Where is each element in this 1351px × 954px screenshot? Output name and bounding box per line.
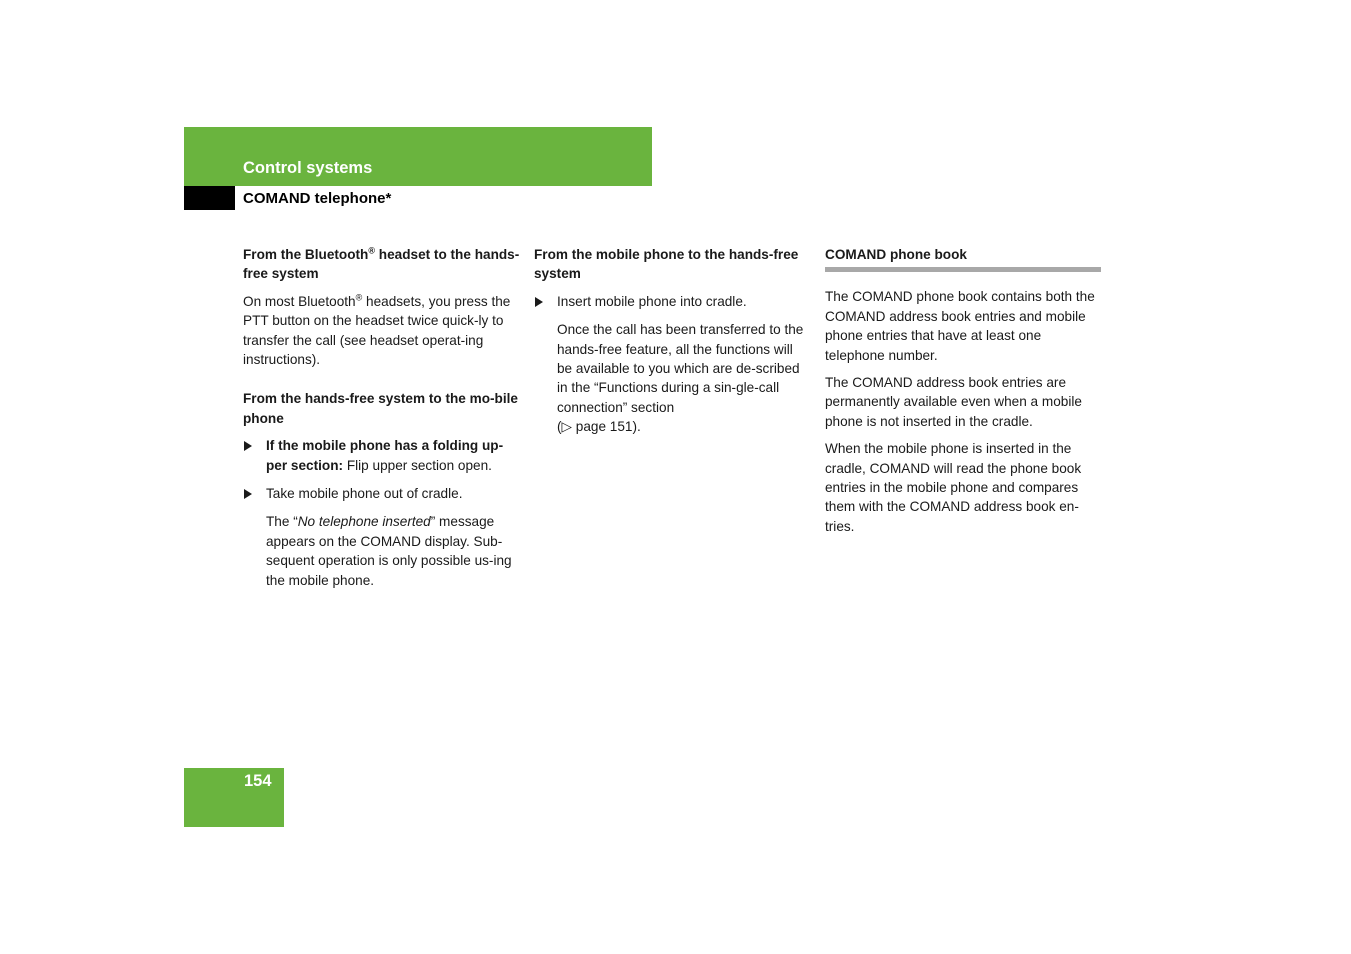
heading-handsfree-to-mobile: From the hands-free system to the mo-bile phone xyxy=(243,391,518,426)
page-reference: (▷ page 151). xyxy=(557,419,641,435)
bullet-folding-upper-section: If the mobile phone has a folding up-per section: Flip upper section open. xyxy=(243,436,521,475)
heading-comand-phone-book: COMAND phone book xyxy=(825,245,1101,272)
heading-mobile-to-handsfree: From the mobile phone to the hands-free system xyxy=(534,247,799,282)
bullet-take-out-of-cradle: Take mobile phone out of cradle. xyxy=(243,484,521,503)
section-title: Control systems xyxy=(243,159,373,177)
paragraph-phone-book-contents: The COMAND phone book contains both the COMAND address book entries and mobile phone entries that have at least one telephone number. xyxy=(825,289,1095,363)
paragraph-bluetooth-ptt: On most Bluetooth® headsets, you press the PTT button on the headset twice quick-ly to transfer the call (see headset operat-ing instructions). xyxy=(243,292,511,368)
paragraph-phone-book-reading: When the mobile phone is inserted in the cradle, COMAND will read the phone book entries in the mobile phone and compares them with the COMAND address book en-tries. xyxy=(825,441,1082,534)
triangle-right-icon xyxy=(244,441,252,451)
column-3 xyxy=(825,245,1101,544)
column-1 xyxy=(243,245,521,598)
page-number: 154 xyxy=(244,772,272,790)
note-no-telephone-inserted: The “No telephone inserted” message appears on the COMAND display. Sub-sequent operation is only possible us-ing the mobile phone. xyxy=(266,514,512,588)
heading-bluetooth-to-handsfree: From the Bluetooth® headset to the hands-free system xyxy=(243,245,520,282)
triangle-right-icon xyxy=(535,297,543,307)
subsection-title: COMAND telephone* xyxy=(243,190,392,207)
column-2 xyxy=(534,245,810,445)
bullet-insert-into-cradle: Insert mobile phone into cradle. xyxy=(534,292,810,311)
paragraph-call-transferred: Once the call has been transferred to the hands-free feature, all the functions will be available to you which are de-scribed in the “Functions during a sin-gle-call connection” section (▷ page 151). xyxy=(557,322,804,435)
section-tab-marker xyxy=(184,186,235,210)
triangle-right-icon xyxy=(244,489,252,499)
paragraph-address-book-availability: The COMAND address book entries are permanently available even when a mobile phone is not inserted in the cradle. xyxy=(825,375,1082,429)
